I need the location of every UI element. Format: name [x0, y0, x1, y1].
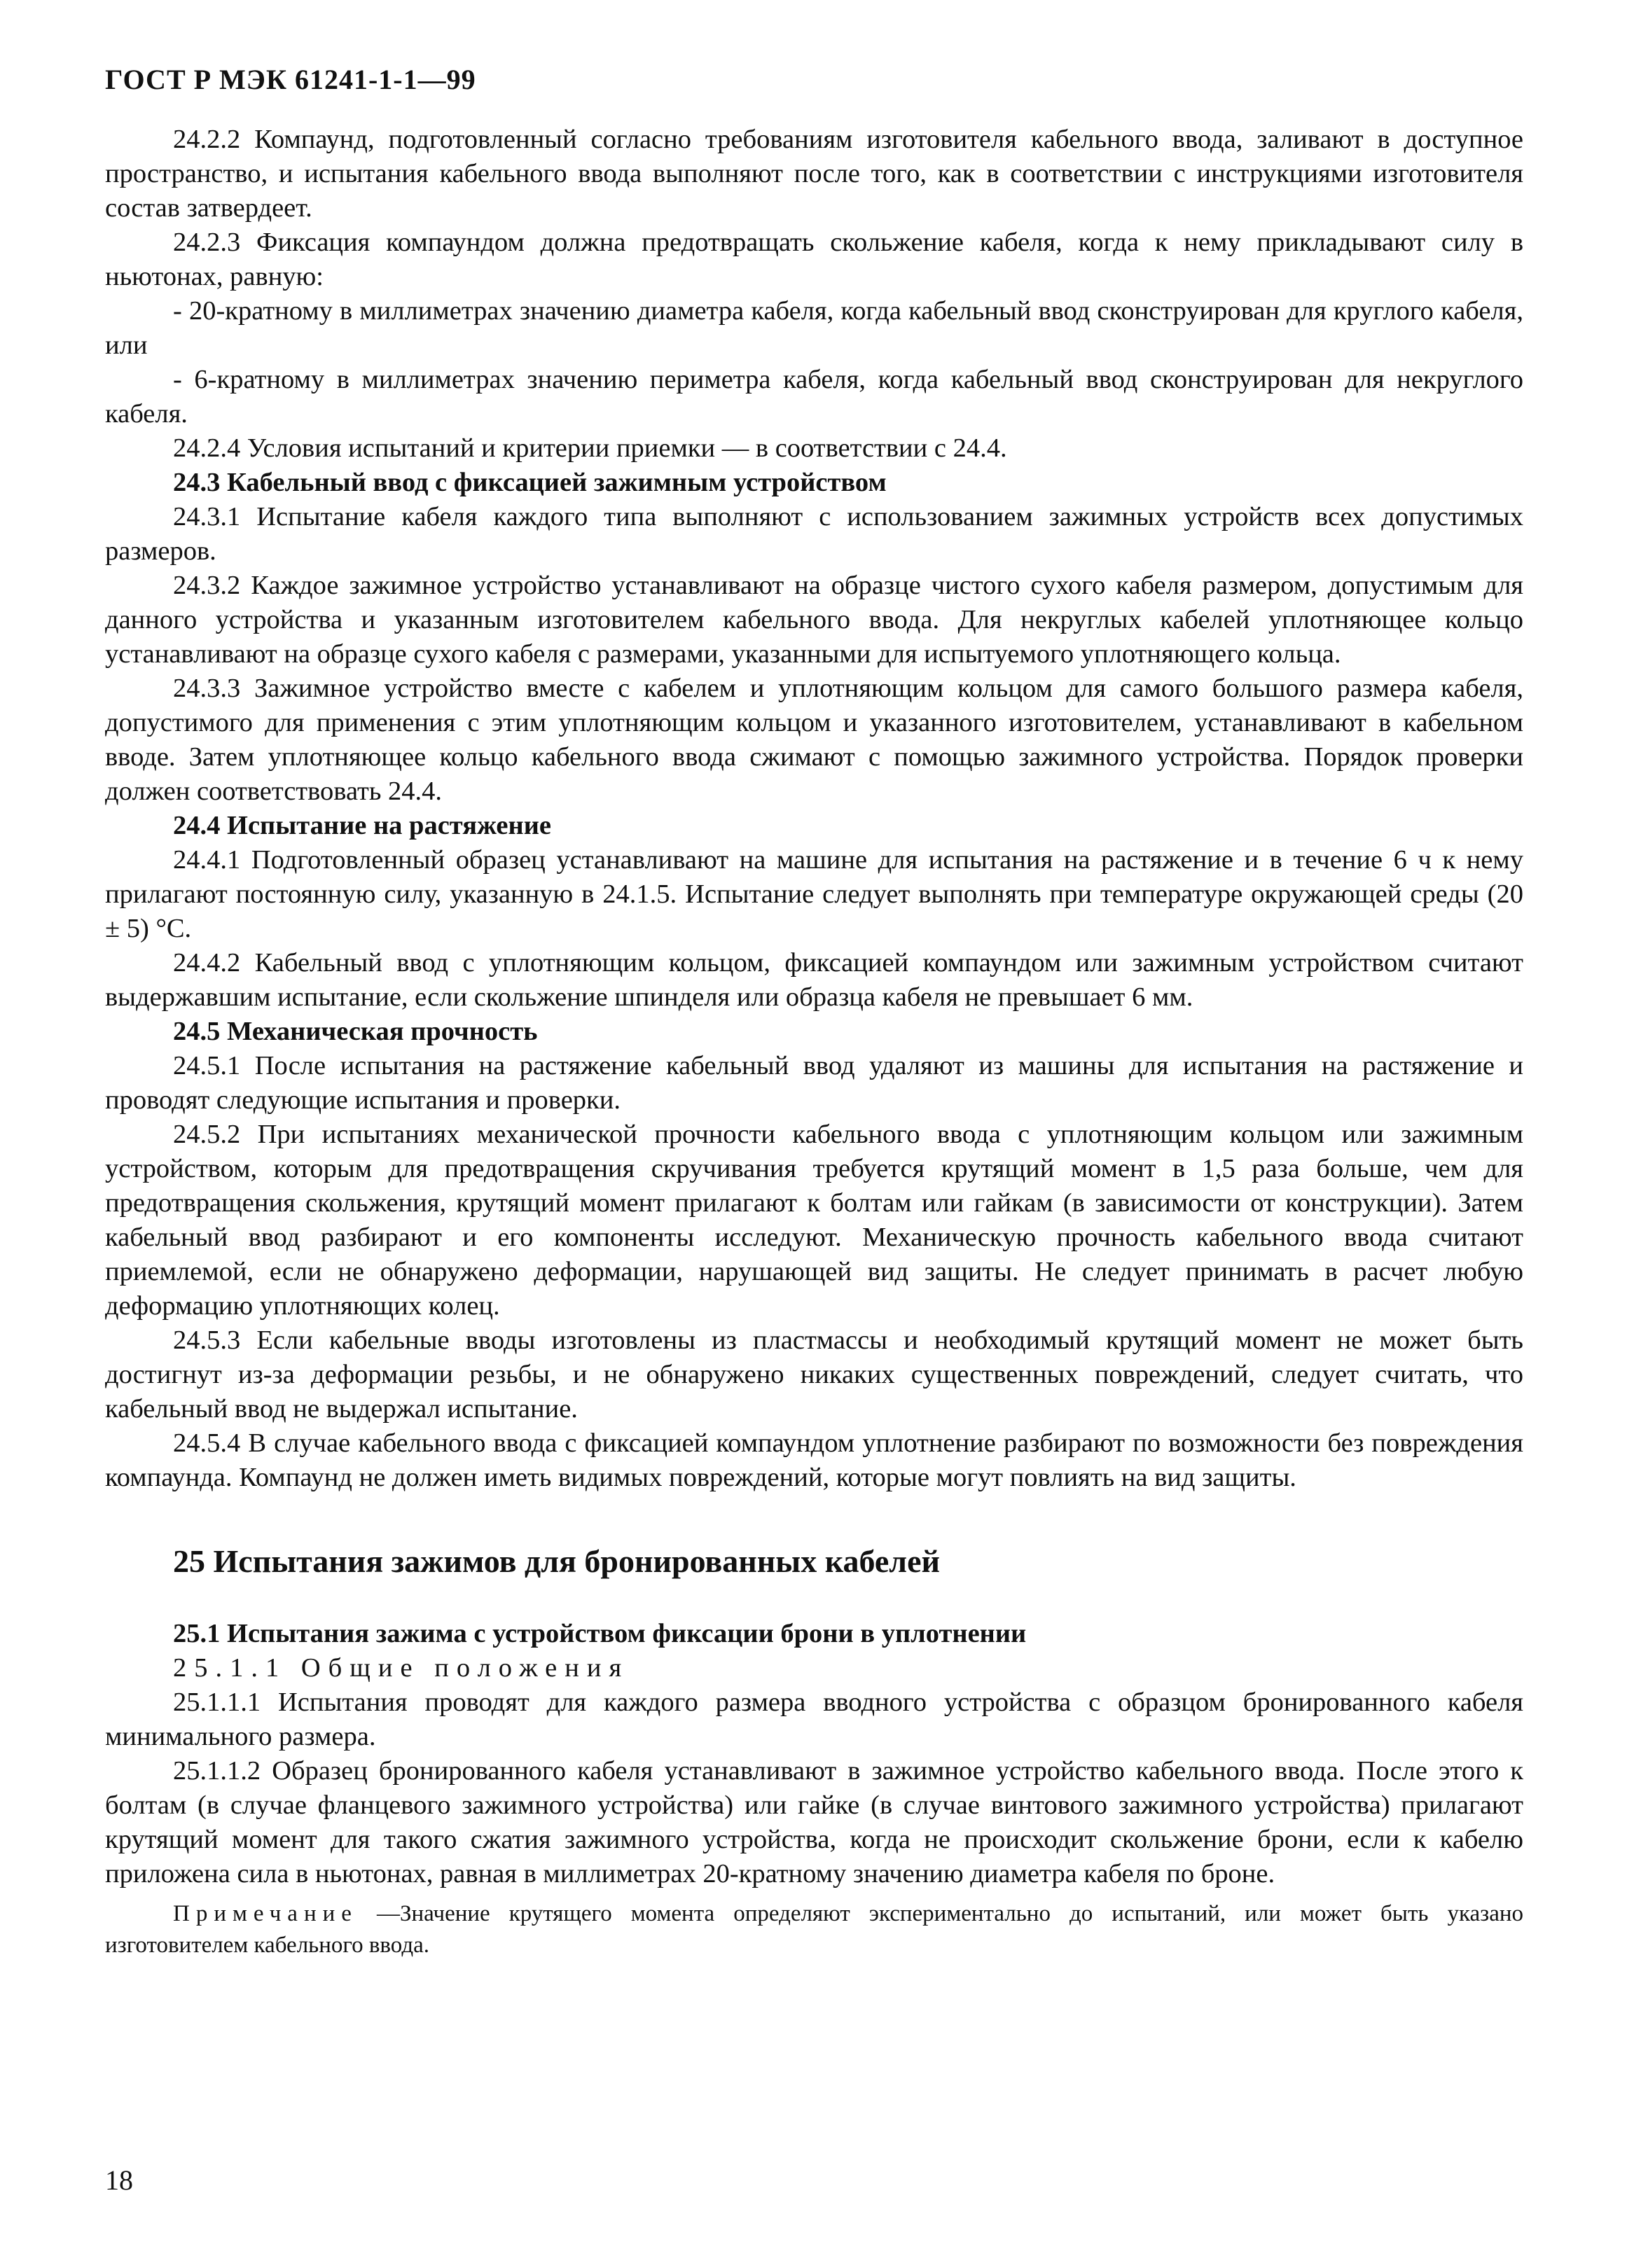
body-text [105, 123, 1523, 1891]
paragraph: 24.3.3 Зажимное устройство вместе с кабелем и уплотняющим кольцом для самого большого размера кабеля, допустимого для применения с этим уплотняющим кольцом и указанного изготовителем, устанавливают в кабельном вводе. Затем уплотняющее кольцо кабельного ввода сжимают с помощью зажимного устройства. Порядок проверки должен соответствовать 24.4. [105, 674, 1523, 806]
list-item: - 6-кратному в миллиметрах значению периметра кабеля, когда кабельный ввод сконструирован для некруглого кабеля. [105, 365, 1523, 429]
paragraph: 24.2.4 Условия испытаний и критерии приемки — в соответствии с 24.4. [173, 433, 1007, 463]
subsection-heading: 24.3 Кабельный ввод с фиксацией зажимным устройством [173, 468, 887, 497]
note-label: Примечание [173, 1901, 358, 1926]
document-header: ГОСТ Р МЭК 61241-1-1—99 [105, 64, 476, 95]
note [105, 1898, 1523, 1961]
section-heading: 25 Испытания зажимов для бронированных кабелей [173, 1543, 941, 1579]
paragraph: 24.2.3 Фиксация компаундом должна предотвращать скольжение кабеля, когда к нему прикладывают силу в ньютонах, равную: [105, 228, 1523, 291]
note-text: —Значение крутящего момента определяют экспериментально до испытаний, или может быть указано изготовителем кабельного ввода. [105, 1901, 1523, 1958]
subsection-heading: 24.4 Испытание на растяжение [173, 811, 551, 840]
page-number: 18 [105, 2164, 133, 2196]
paragraph: 25.1.1.1 Испытания проводят для каждого размера вводного устройства с образцом бронированного кабеля минимального размера. [105, 1688, 1523, 1751]
clause-heading: 25.1.1 Общие положения [173, 1653, 630, 1683]
paragraph: 24.4.1 Подготовленный образец устанавливают на машине для испытания на растяжение и в течение 6 ч к нему прилагают постоянную силу, указанную в 24.1.5. Испытание следует выполнять при температуре окружающей среды (20 ± 5) °С. [105, 845, 1523, 943]
paragraph: 24.5.4 В случае кабельного ввода с фиксацией компаундом уплотнение разбирают по возможности без повреждения компаунда. Компаунд не должен иметь видимых повреждений, которые могут повлиять на вид защиты. [105, 1428, 1523, 1492]
subsection-heading: 24.5 Механическая прочность [173, 1017, 538, 1046]
list-item: - 20-кратному в миллиметрах значению диаметра кабеля, когда кабельный ввод сконструирован для круглого кабеля, или [105, 296, 1523, 360]
paragraph: 24.5.2 При испытаниях механической прочности кабельного ввода с уплотняющим кольцом или зажимным устройством, которым для предотвращения скручивания требуется крутящий момент в 1,5 раза больше, чем для предотвращения скольжения, крутящий момент прилагают к болтам или гайкам (в зависимости от конструкции). Затем кабельный ввод разбирают и его компоненты исследуют. Механическую прочность кабельного ввода считают приемлемой, если не обнаружено деформации, нарушающей вид защиты. Не следует принимать в расчет любую деформацию уплотняющих колец. [105, 1120, 1523, 1321]
paragraph: 24.5.1 После испытания на растяжение кабельный ввод удаляют из машины для испытания на растяжение и проводят следующие испытания и проверки. [105, 1051, 1523, 1115]
subsection-heading: 25.1 Испытания зажима с устройством фиксации брони в уплотнении [173, 1619, 1027, 1648]
paragraph: 24.4.2 Кабельный ввод с уплотняющим кольцом, фиксацией компаундом или зажимным устройством считают выдержавшим испытание, если скольжение шпинделя или образца кабеля не превышает 6 мм. [105, 948, 1523, 1012]
paragraph: 24.3.1 Испытание кабеля каждого типа выполняют с использованием зажимных устройств всех допустимых размеров. [105, 502, 1523, 566]
document-page [105, 63, 1523, 1961]
paragraph: 24.2.2 Компаунд, подготовленный согласно требованиям изготовителя кабельного ввода, заливают в доступное пространство, и испытания кабельного ввода выполняют после того, как в соответствии с инструкциями изготовителя состав затвердеет. [105, 125, 1523, 223]
paragraph: 24.3.2 Каждое зажимное устройство устанавливают на образце чистого сухого кабеля размером, допустимым для данного устройства и указанным изготовителем кабельного ввода. Для некруглых кабелей уплотняющее кольцо устанавливают на образце сухого кабеля с размерами, указанными для испытуемого уплотняющего кольца. [105, 571, 1523, 669]
paragraph: 25.1.1.2 Образец бронированного кабеля устанавливают в зажимное устройство кабельного ввода. После этого к болтам (в случае фланцевого зажимного устройства) или гайке (в случае винтового зажимного устройства) прилагают крутящий момент для такого сжатия зажимного устройства, когда не происходит скольжение брони, если к кабелю приложена сила в ньютонах, равная в миллиметрах 20-кратному значению диаметра кабеля по броне. [105, 1756, 1523, 1888]
paragraph: 24.5.3 Если кабельные вводы изготовлены из пластмассы и необходимый крутящий момент не может быть достигнут из-за деформации резьбы, и не обнаружено никаких существенных повреждений, следует считать, что кабельный ввод не выдержал испытание. [105, 1326, 1523, 1424]
